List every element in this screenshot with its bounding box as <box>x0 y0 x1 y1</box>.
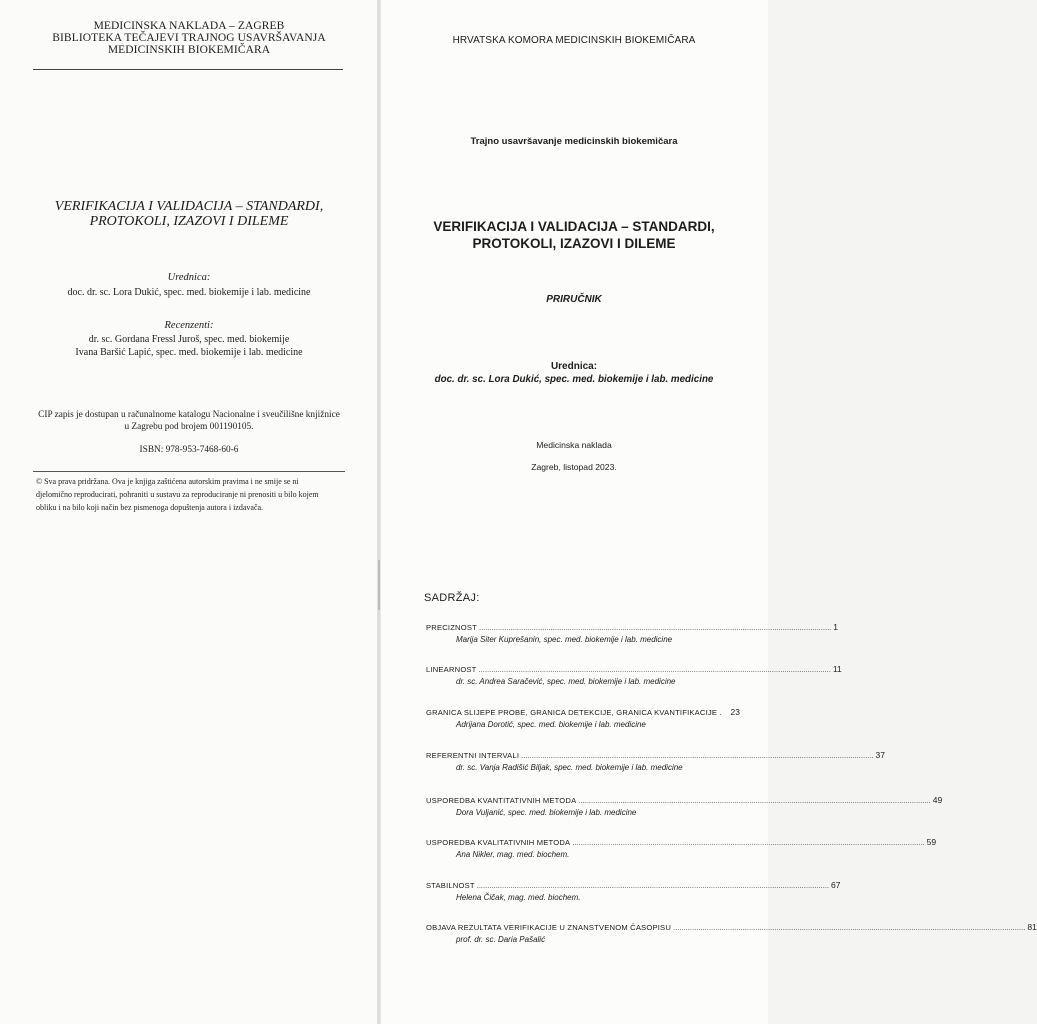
cip-note <box>30 409 348 433</box>
toc-entry-title: STABILNOST <box>426 881 475 890</box>
toc-entry-title: PRECIZNOST <box>426 623 477 632</box>
toc-entry <box>426 707 740 732</box>
reviewers-list <box>30 333 348 359</box>
reviewers-label: Recenzenti: <box>164 320 214 331</box>
toc-entry-author: Marija Siter Kuprešanin, spec. med. biokemije i lab. medicine <box>456 635 673 644</box>
toc-entry-title: LINEARNOST <box>426 665 477 674</box>
toc-page-number: 23 <box>730 707 740 717</box>
copyright-notice <box>36 475 346 514</box>
copyright-line-3: obliku i na bilo koji način bez pismenoga dopuštenja autora i izdavača. <box>36 503 264 512</box>
spine-shadow <box>378 560 380 610</box>
toc-page-number: 49 <box>932 795 943 805</box>
toc-entry-author: Ana Nikler, mag. med. biochem. <box>456 850 570 859</box>
editor-label-right: Urednica: <box>550 361 598 372</box>
reviewer-1: dr. sc. Gordana Fressl Juroš, spec. med. biokemije <box>88 334 290 345</box>
title-line-1: VERIFIKACIJA I VALIDACIJA – STANDARDI, <box>433 219 715 234</box>
toc-leader: ....................................................................................................................................................................... <box>572 838 925 847</box>
toc-page-number: 81 <box>1027 922 1037 932</box>
toc-page-number: 67 <box>831 880 841 890</box>
book-title-right <box>385 218 763 252</box>
toc-entry-author: dr. sc. Vanja Radišić Biljak, spec. med. biokemije i lab. medicine <box>456 763 683 772</box>
toc-entry <box>426 664 842 689</box>
publisher-block <box>30 20 348 56</box>
toc-entry-author: Adrijana Dorotić, spec. med. biokemije i lab. medicine <box>456 720 646 729</box>
toc-entry-title: REFERENTNI INTERVALI <box>426 751 520 760</box>
toc-leader: ....................................................................................................................................................................... <box>578 796 931 805</box>
subtitle: PRIRUČNIK <box>546 294 602 305</box>
isbn: ISBN: 978-953-7468-60-6 <box>139 445 239 455</box>
reviewer-2: Ivana Baršić Lapić, spec. med. biokemije i lab. medicine <box>75 347 303 358</box>
organization: HRVATSKA KOMORA MEDICINSKIH BIOKEMIČARA <box>452 35 696 46</box>
toc-entry-author: dr. sc. Andrea Saračević, spec. med. biokemije i lab. medicine <box>456 677 676 686</box>
toc-leader: ....................................................................................................................................................................... <box>521 751 874 760</box>
editor-label: Urednica: <box>167 272 211 283</box>
copyright-line-1: © Sva prava pridržana. Ova je knjiga zaštićena autorskim pravima i ne smije se ni <box>36 477 299 486</box>
series-title: Trajno usavršavanje medicinskih biokemičara <box>470 136 678 147</box>
toc-leader: ....................................................................................................................................................................... <box>478 623 832 632</box>
toc-entry <box>426 880 841 905</box>
header-rule <box>33 69 343 70</box>
editor-name-right: doc. dr. sc. Lora Dukić, spec. med. biokemije i lab. medicine <box>434 374 714 385</box>
toc-entry-title: OBJAVA REZULTATA VERIFIKACIJE U ZNANSTVENOM ČASOPISU <box>426 923 671 932</box>
library-line: BIBLIOTEKA TEČAJEVI TRAJNOG USAVRŠAVANJA <box>52 32 326 44</box>
publisher-line: MEDICINSKA NAKLADA – ZAGREB <box>93 20 285 32</box>
book-title-line-1: VERIFIKACIJA I VALIDACIJA – STANDARDI, <box>54 199 324 214</box>
place-date: Zagreb, listopad 2023. <box>531 462 617 472</box>
toc-page-number: 59 <box>926 837 937 847</box>
right-page <box>380 0 768 1024</box>
toc-page-number: 1 <box>833 622 839 632</box>
book-spine <box>377 0 381 1024</box>
toc-entry-title: USPOREDBA KVANTITATIVNIH METODA <box>426 796 577 805</box>
toc-entry-title: GRANICA SLIJEPE PROBE, GRANICA DETEKCIJE, GRANICA KVANTIFIKACIJE . <box>426 708 722 717</box>
toc-leader: ....................................................................................................................................................................... <box>673 923 1026 932</box>
toc-entry <box>426 837 937 862</box>
cip-line-2: u Zagrebu pod brojem 001190105. <box>124 422 254 432</box>
toc-entry-author: Dora Vuljanić, spec. med. biokemije i lab. medicine <box>456 808 637 817</box>
toc-entry <box>426 922 1037 947</box>
toc-page-number: 37 <box>875 750 885 760</box>
editor-name: doc. dr. sc. Lora Dukić, spec. med. biokemije i lab. medicine <box>67 287 311 298</box>
toc-leader: ....................................................................................................................................................................... <box>478 665 831 674</box>
toc-heading: SADRŽAJ: <box>424 592 480 604</box>
book-title <box>30 199 348 229</box>
toc-entry-author: prof. dr. sc. Daria Pašalić <box>456 935 546 944</box>
publisher-name: Medicinska naklada <box>536 440 612 450</box>
toc-entry-title: USPOREDBA KVALITATIVNIH METODA <box>426 838 571 847</box>
cip-line-1: CIP zapis je dostupan u računalnome katalogu Nacionalne i sveučilišne knjižnice <box>38 410 340 420</box>
title-line-2: PROTOKOLI, IZAZOVI I DILEME <box>472 236 676 251</box>
copyright-rule <box>33 471 345 472</box>
toc-entry <box>426 795 943 820</box>
toc-entry <box>426 622 839 647</box>
toc-entry <box>426 750 885 775</box>
book-title-line-2: PROTOKOLI, IZAZOVI I DILEME <box>89 214 289 229</box>
toc-entry-author: Helena Čičak, mag. med. biochem. <box>456 893 581 902</box>
copyright-line-2: djelomično reproducirati, pohraniti u sustavu za reproduciranje ni prenositi u bilo kojem <box>36 490 319 499</box>
library-line-2: MEDICINSKIH BIOKEMIČARA <box>107 44 271 56</box>
toc-page-number: 11 <box>832 664 842 674</box>
toc-leader: ....................................................................................................................................................................... <box>476 881 830 890</box>
